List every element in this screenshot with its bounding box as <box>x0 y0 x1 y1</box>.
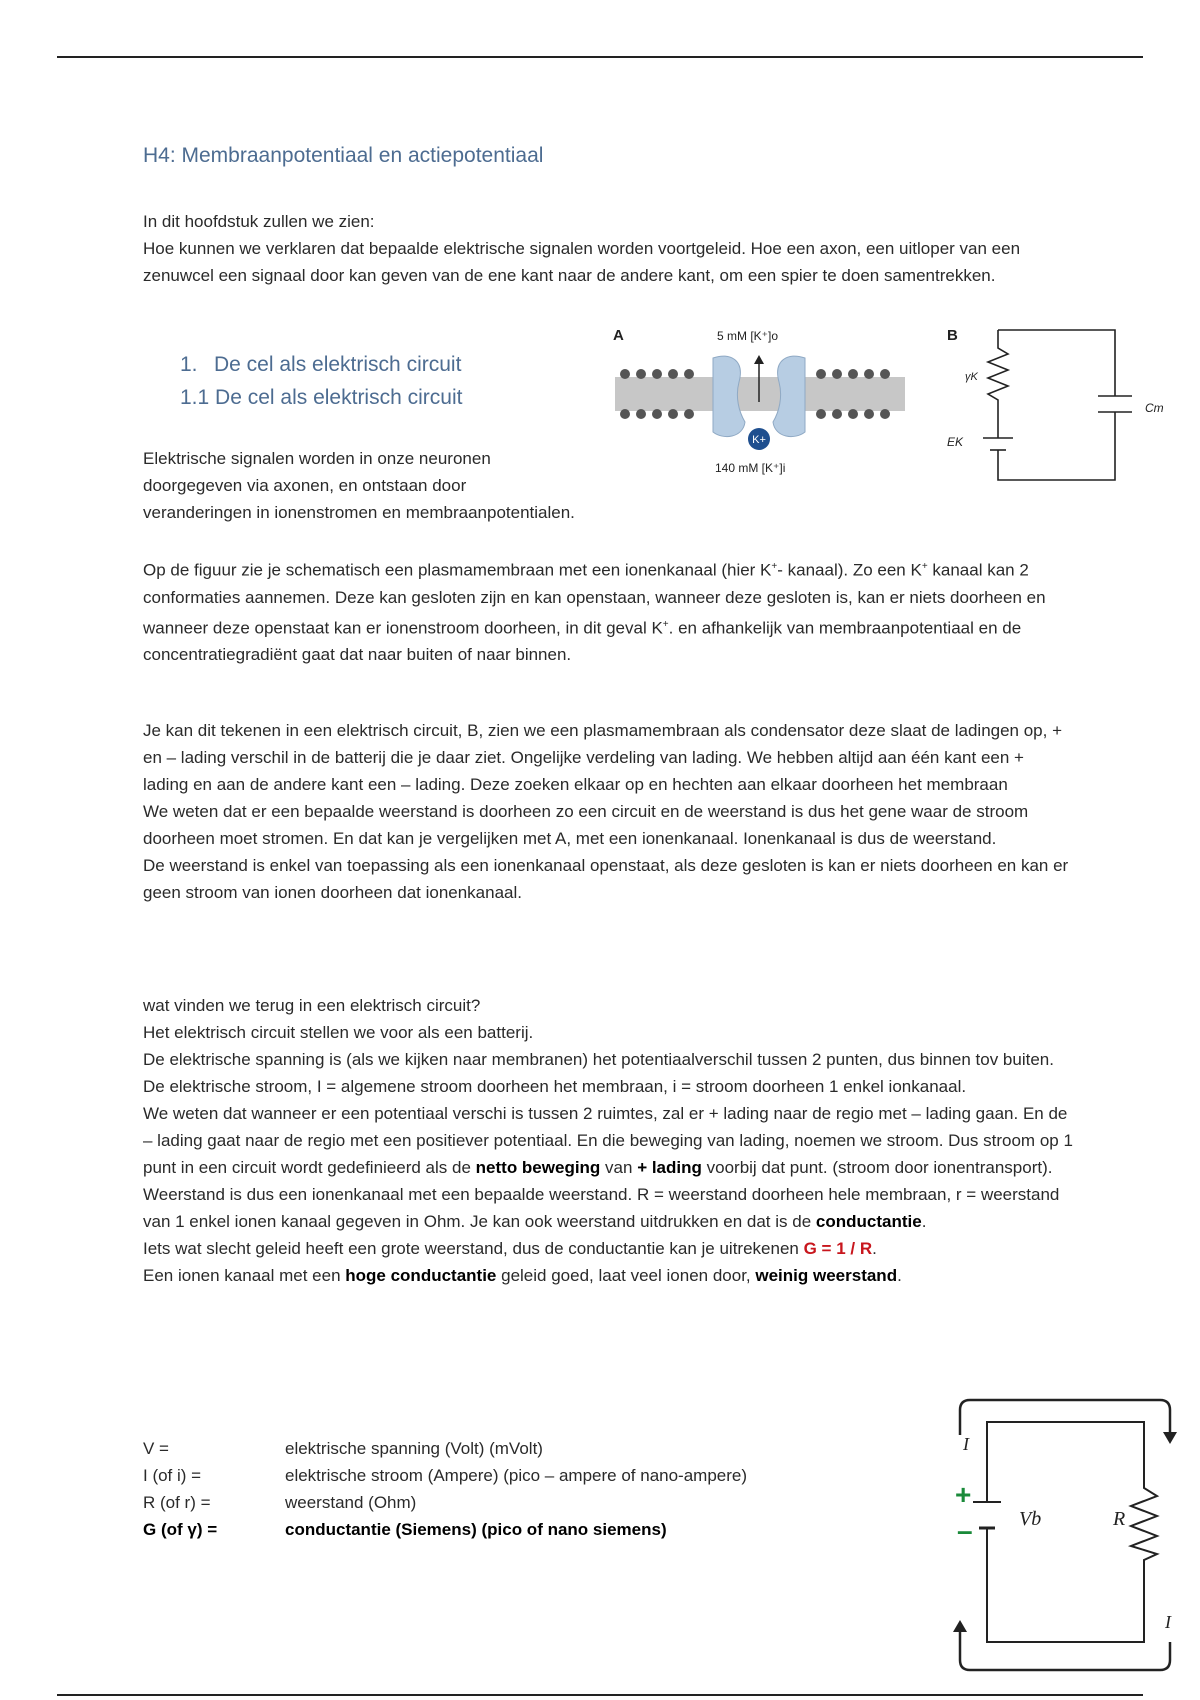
current-label-bottom: I <box>1165 1612 1171 1632</box>
figure-b-label: B <box>947 327 958 344</box>
voltage-label: Vb <box>1019 1508 1042 1530</box>
bottom-rule <box>57 1694 1143 1696</box>
formula-row: V = elektrische spanning (Volt) (mVolt) <box>143 1439 543 1458</box>
circuit-b-wires <box>983 330 1132 480</box>
current-arrow-bottom <box>960 1630 1170 1670</box>
figure-c-circuit <box>945 1380 1180 1685</box>
figure-b-circuit <box>935 318 1175 488</box>
lipid-bilayer <box>615 377 905 411</box>
current-arrowhead-top <box>1163 1432 1177 1444</box>
cm-label: Cm <box>1145 401 1164 415</box>
plus-sign: + <box>955 1479 972 1510</box>
circuit-c-wires <box>987 1422 1144 1642</box>
figure-a-label: A <box>613 327 624 344</box>
heading-1: 1. De cel als elektrisch circuit <box>180 353 462 376</box>
intro-paragraph <box>143 208 1073 289</box>
flow-arrowhead <box>754 355 764 364</box>
current-arrow-top <box>960 1400 1170 1435</box>
paragraph-4: wat vinden we terug in een elektrisch circuit? Het elektrisch circuit stellen we voor als een batterij. De elektrische spanning is (als we kijken naar membranen) het potentiaalverschil tussen 2 punten, dus binnen tov buiten. De elektrische stroom, I = algemene stroom doorheen het membraan, i = stroom doorheen 1 enkel ionkanaal. We weten dat wanneer er een potentiaal verschi is tussen 2 ruimtes, zal er + lading naar de regio met – lading gaan. En de – lading gaat naar de regio met een positiever potentiaal. En die beweging van lading, noemen we stroom. Dus stroom op 1 punt in een circuit wordt gedefinieerd als de netto beweging van + lading voorbij dat punt. (stroom door ionentransport). Weerstand is dus een ionenkanaal met een bepaalde weerstand. R = weerstand doorheen hele membraan, r = weerstand van 1 enkel ionen kanaal gegeven in Ohm. Je kan ook weerstand uitdrukken en dat is de conductantie. Iets wat slecht geleid heeft een grote weerstand, dus de conductantie kan je uitrekenen G = 1 / R. Een ionen kanaal met een hoge conductantie geleid goed, laat veel ionen door, weinig weerstand. <box>143 996 1073 1285</box>
figure-a-membrane <box>605 322 915 482</box>
paragraph-1: Elektrische signalen worden in onze neuronen doorgegeven via axonen, en ontstaan door veranderingen in ionenstromen en membraanpotentialen. <box>143 449 575 522</box>
top-rule <box>57 56 1143 58</box>
gamma-k-label: γK <box>965 371 978 383</box>
page-title: H4: Membraanpotentiaal en actiepotentiaal <box>143 144 544 167</box>
ion-label: K+ <box>752 434 766 446</box>
intro-lead: In dit hoofdstuk zullen we zien: <box>143 212 375 231</box>
formula-table <box>143 1435 747 1543</box>
current-label-top: I <box>963 1434 969 1454</box>
paragraph-3: Je kan dit tekenen in een elektrisch circuit, B, zien we een plasmamembraan als condensator deze slaat de ladingen op, + en – lading verschil in de batterij die je daar ziet. Ongelijke verdeling van lading. We hebben altijd aan één kant een + lading en aan de andere kant een – lading. Deze zoeken elkaar op en hechten aan elkaar doorheen het membraan We weten dat er een bepaalde weerstand is doorheen zo een circuit en de weerstand is dus het gene waar de stroom doorheen moet stromen. En dat kan je vergelijken met A, met een ionenkanaal. Ionenkanaal is dus de weerstand. De weerstand is enkel van toepassing als een ionenkanaal openstaat, als deze gesloten is kan er niets doorheen en kan er geen stroom van ionen doorheen dat ionenkanaal. <box>143 721 1069 902</box>
intro-text: Hoe kunnen we verklaren dat bepaalde elektrische signalen worden voortgeleid. Hoe een axon, een uitloper van een zenuwcel een signaal door kan geven van de ene kant naar de andere kant, om een spier te doen samentrekken. <box>143 239 1021 285</box>
ek-label: EK <box>947 435 964 449</box>
heading-1-1: 1.1 De cel als elektrisch circuit <box>180 386 463 409</box>
section-headings <box>180 348 462 414</box>
current-arrowhead-bottom <box>953 1620 967 1632</box>
resistance-label: R <box>1113 1508 1126 1530</box>
formula-row: I (of i) = elektrische stroom (Ampere) (pico – ampere of nano-ampere) <box>143 1466 748 1485</box>
formula-row: R (of r) = weerstand (Ohm) <box>143 1493 417 1512</box>
inside-concentration: 140 mM [K⁺]i <box>715 461 786 475</box>
formula-row: G (of γ) = conductantie (Siemens) (pico of nano siemens) <box>143 1520 667 1539</box>
minus-sign: – <box>957 1515 973 1546</box>
paragraph-2: Op de figuur zie je schematisch een plasmamembraan met een ionenkanaal (hier K+- kanaal). Zo een K+ kanaal kan 2 conformaties aannemen. Deze kan gesloten zijn en kan openstaan, wanneer deze gesloten is, kan er niets doorheen en wanneer deze openstaat kan er ionenstroom doorheen, in dit geval K+. en afhankelijk van membraanpotentiaal en de concentratiegradiënt gaat dat naar buiten of naar binnen. <box>143 560 1046 665</box>
outside-concentration: 5 mM [K⁺]o <box>717 329 779 343</box>
